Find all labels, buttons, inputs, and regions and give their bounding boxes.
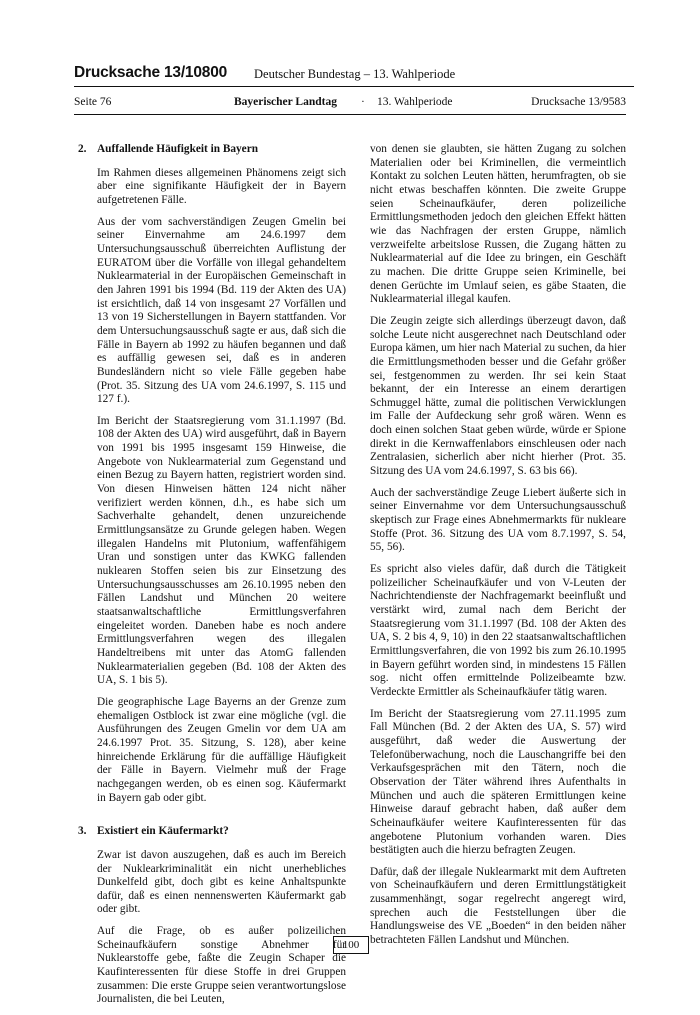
paragraph: Aus der vom sachverständigen Zeugen Gmelin bei seiner Einvernahme am 24.6.1997 dem Untersuchungsausschuß überreichten Auflistung der EURATOM über die Vorfälle von illegal gehandeltem Nuklearmaterial in der Europäischen Gemeinschaft in den Jahren 1991 bis 1994 (Bd. 119 der Akten des UA) ist ersichtlich, daß 14 von insgesamt 27 Vorfällen und 13 von 19 Sicherstellungen in Bayern stattfanden. Vor dem Untersuchungsausschuß sagte er aus, daß sich die Fälle in Bayern ab 1992 zu häufen begannen und daß es auffällig gewesen sei, daß es in anderen Bundesländern nicht so viele Fälle gegeben habe (Prot. 35. Sitzung des UA vom 24.6.1997, S. 115 und 127 f.). [97, 215, 346, 406]
page-number-box: 100 [333, 936, 369, 954]
section-title: Auffallende Häufigkeit in Bayern [97, 143, 258, 155]
right-column [370, 143, 626, 956]
paragraph: Es spricht also vieles dafür, daß durch die Tätigkeit polizeilicher Scheinaufkäufer und von V-Leuten der Nachrichtendienste der Nachfragemarkt beeinflußt und verstärkt wird, zumal nach dem Bericht der Staatsregierung vom 31.1.1997 (Bd. 108 der Akten des UA, S. 2 bis 4, 9, 10) in den 22 staatsanwaltschaftlichen Ermittlungsverfahren, die von 1992 bis zum 26.10.1995 in Bayern geführt worden sind, in mindestens 15 Fällen sog. nicht offen ermittelnde Polizeibeamte bzw. Verdeckte Ermittler als Scheinaufkäufer tätig waren. [370, 563, 626, 698]
document-header [74, 64, 634, 87]
section-heading-3 [78, 825, 346, 839]
section-number: 2. [78, 143, 87, 155]
page-label: Seite 76 [74, 96, 112, 108]
paragraph: Die Zeugin zeigte sich allerdings überzeugt davon, daß solche Leute nicht ausgerechnet nach Deutschland oder Europa kämen, um hier nach Material zu suchen, da hier die Ermittlungsmethoden besser und die Gefahr größer sei, festgenommen zu werden. Ihr sei kein Staat bekannt, der ein Interesse an einem derartigen Schmuggel hätte, zumal die politischen Verwicklungen im Falle der Aufdeckung sehr groß wären. Wenn es doch einen solchen Staat geben würde, würde er Spione direkt in die Kernwaffenlabors einschleusen oder nach Zentralasien, sicherlich aber nicht hierher (Prot. 35. Sitzung des UA vom 24.6.1997, S. 63 bis 66). [370, 314, 626, 478]
section-title: Existiert ein Käufermarkt? [97, 825, 229, 838]
separator-dot: · [361, 96, 365, 108]
landtag-drucksache-number: Drucksache 13/9583 [531, 96, 626, 108]
section-number: 3. [78, 825, 87, 838]
paragraph: Auch der sachverständige Zeuge Liebert äußerte sich in seiner Einvernahme vor dem Untersuchungsausschuß skeptisch zur Frage eines Abnehmermarkts für nukleare Stoffe (Prot. 36. Sitzung des UA vom 8.7.1997, S. 54, 55, 56). [370, 486, 626, 554]
landtag-subheader [74, 96, 626, 115]
section-heading-2 [78, 143, 346, 157]
paragraph: Im Rahmen dieses allgemeinen Phänomens zeigt sich aber eine signifikante Häufigkeit der in Bayern aufgetretenen Fälle. [97, 166, 346, 206]
paragraph: Zwar ist davon auszugehen, daß es auch im Bereich der Nuklearkriminalität ein nicht unerhebliches Dunkelfeld gibt, doch gibt es keine Anhaltspunkte dafür, daß es einen nennenswerten Käufermarkt gab oder gibt. [97, 848, 346, 916]
paragraph: Dafür, daß der illegale Nuklearmarkt mit dem Auftreten von Scheinaufkäufern und deren Ermittlungstätigkeit zusammenhängt, sogar regelrecht angeregt wird, sprechen auch die Feststellungen über die Handlungsweise des VE „Boeden“ in den beiden näher betrachteten Fällen Landshut und München. [370, 865, 626, 947]
wahlperiode-label: 13. Wahlperiode [377, 96, 453, 108]
paragraph: Die geographische Lage Bayerns an der Grenze zum ehemaligen Ostblock ist zwar eine mögliche (vgl. die Ausführungen des Zeugen Gmelin vor dem UA am 24.6.1997 Prot. 35. Sitzung, S. 128), aber keine hinreichende Erklärung für die auffällige Häufigkeit der Fälle in Bayern. Vielmehr muß der Frage nachgegangen werden, ob es einen sog. Käufermarkt in Bayern gab oder gibt. [97, 695, 346, 804]
left-column [78, 143, 346, 1015]
landtag-title: Bayerischer Landtag [234, 96, 337, 108]
paragraph: Auf die Frage, ob es außer polizeilichen Scheinaufkäufern sonstige Abnehmer für Nuklearstoffe gebe, faßte die Zeugin Schaper die Kaufinteressenten für diese Stoffe in drei Gruppen zusammen: Die erste Gruppe seien verantwortungslose Journalisten, die bei Leuten, [97, 925, 346, 1006]
bundestag-wahlperiode: Deutscher Bundestag – 13. Wahlperiode [254, 67, 456, 81]
bundestag-drucksache-number: Drucksache 13/10800 [74, 64, 228, 81]
paragraph: Im Bericht der Staatsregierung vom 31.1.1997 (Bd. 108 der Akten des UA) wird ausgeführt, daß in Bayern von 1991 bis 1995 insgesamt 159 Hinweise, die Angebote von Nuklearmaterial zum Gegenstand und einen Bezug zu Bayern hatten, registriert worden sind. Von diesen Hinweisen hätten 124 nicht näher verifiziert werden können, d.h., es habe sich um Sachverhalte gehandelt, denen unzureichende Ermittlungsansätze zu Grunde gelegen haben. Wegen illegalen Handelns mit Plutonium, waffenfähigem Uran und sonstigen unter das KWKG fallenden nuklearen Stoffen seien bis zur Einsetzung des Untersuchungsausschusses am 26.10.1995 neben den Fällen Landshut und München 20 weitere staatsanwaltschaftliche Ermittlungsverfahren eingeleitet worden. Daneben habe es noch andere Ermittlungsverfahren wegen des illegalen Handeltreibens mit unter das AtomG fallenden Nuklearmaterialien gegeben (Bd. 108 der Akten des UA, S. 1 bis 5). [97, 414, 346, 687]
paragraph: Im Bericht der Staatsregierung vom 27.11.1995 zum Fall München (Bd. 2 der Akten des UA, S. 57) wird ausgeführt, daß weder die Auswertung der Telefonüberwachung, noch die Lauschangriffe bei den Verkaufsgesprächen mit den Tätern, noch die Observation der Täter während ihres Aufenthalts in München und auch die späteren Ermittlungen keine Hinweise darauf gebracht haben, daß außer dem Scheinaufkäufer weitere Kaufinteressenten für das angebotene Plutonium vorhanden waren. Dies bestätigten auch die hierzu befragten Zeugen. [370, 707, 626, 857]
paragraph: von denen sie glaubten, sie hätten Zugang zu solchen Materialien oder bei Kriminellen, die vermeintlich Kontakt zu solchen Leuten hätten, herumfragten, ob sie nicht etwas beschaffen könnten. Die zweite Gruppe seien Scheinaufkäufer, deren polizeiliche Ermittlungsmethoden jedoch den gleichen Effekt hätten wie das Nachfragen der ersten Gruppe, nämlich verzweifelte arbeitslose Russen, die Zugang hätten zu Nuklearmaterial auf die Idee zu bringen, ein Geschäft zu machen. Die dritte Gruppe seien Kriminelle, bei denen Gerüchte im Umlauf seien, es gäbe Staaten, die Nuklearmaterial illegal kaufen. [370, 143, 626, 306]
